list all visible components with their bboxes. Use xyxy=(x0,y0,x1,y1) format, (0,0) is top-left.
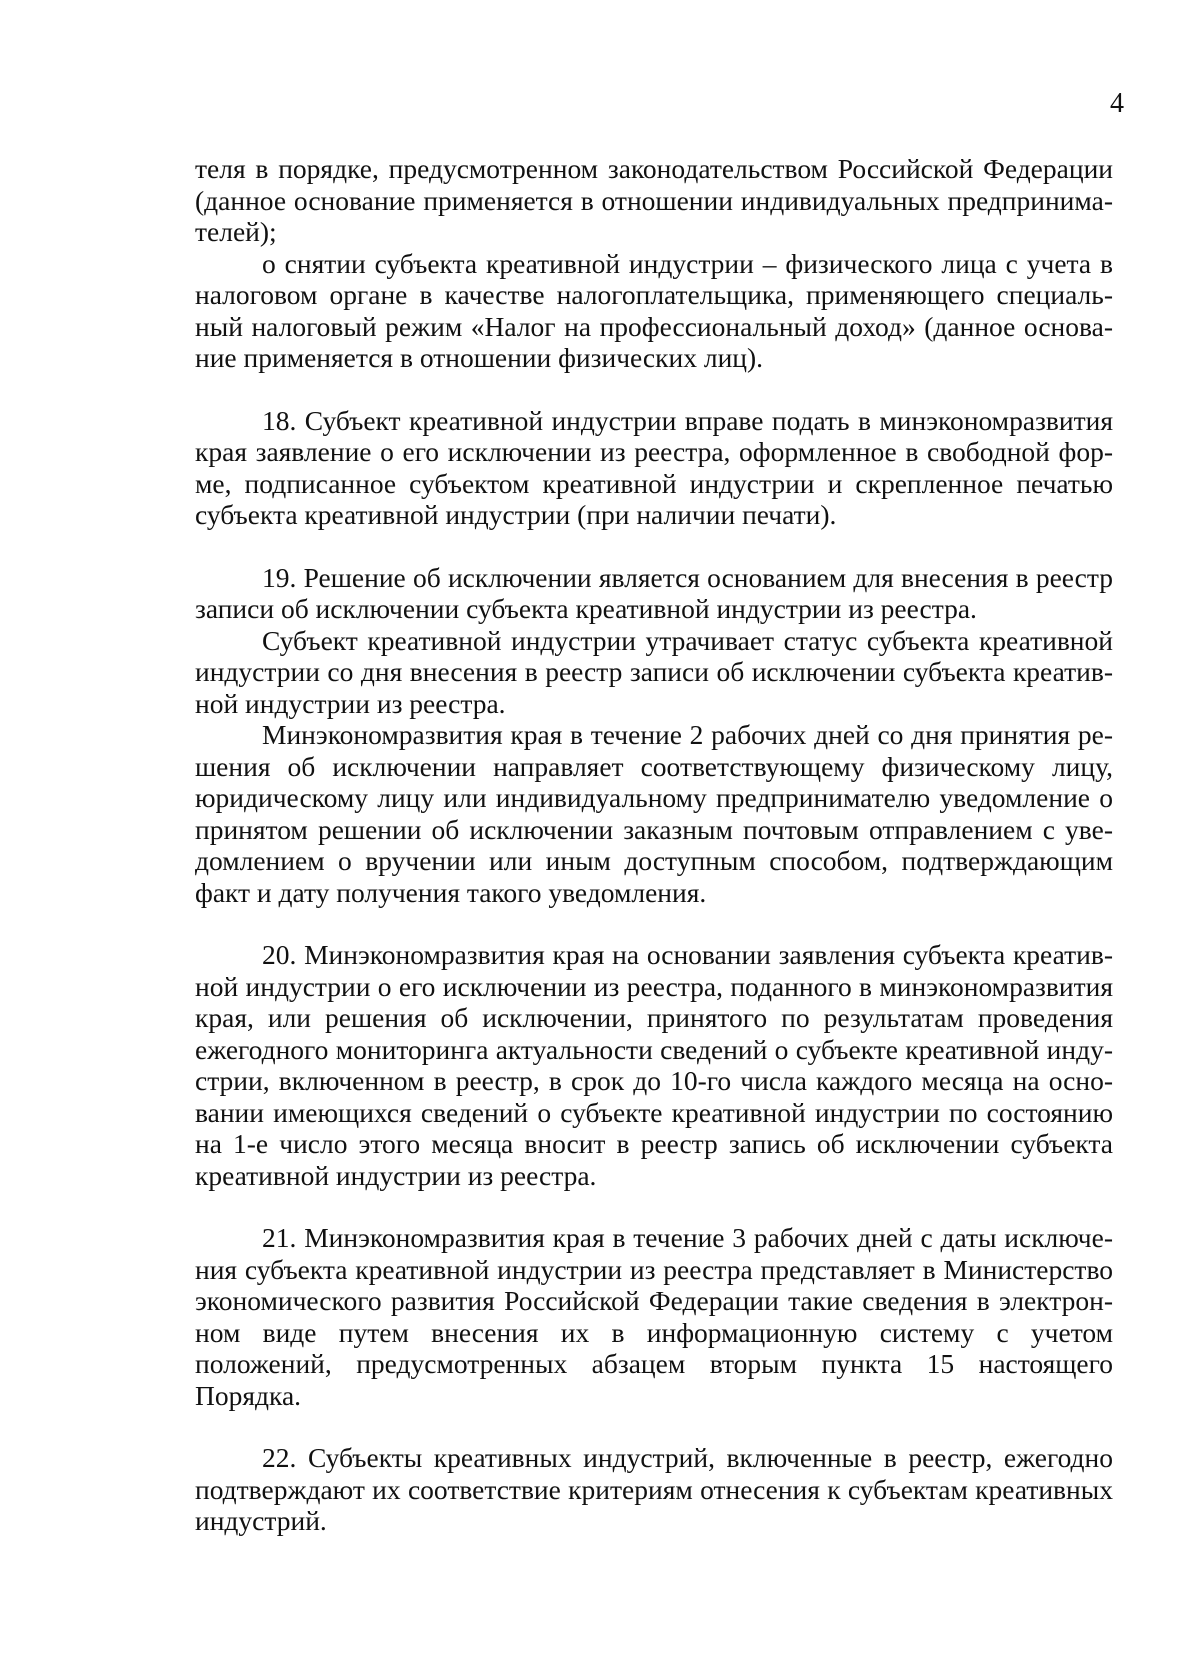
paragraph-item-19-notification: Минэкономразвития края в течение 2 рабочих дней со дня принятия решения об исключении направляет соответствующему физическому лицу, юридическому лицу или индивидуальному предпринимателю уведомление о принятом решении об исключении заказным почтовым отправлением с уведомлением о вручении или иным доступным способом, подтверждающим факт и дату получения такого уведомления. xyxy=(195,719,1113,908)
paragraph-item-22: 22. Субъекты креативных индустрий, включенные в реестр, ежегодно подтверждают их соответствие критериям отнесения к субъектам креативных индустрий. xyxy=(195,1442,1113,1536)
paragraph-continuation: теля в порядке, предусмотренном законодательством Российской Федерации (данное основание применяется в отношении индивидуальных предпринимателей); xyxy=(195,153,1113,247)
page-number: 4 xyxy=(1110,88,1124,119)
paragraph-item-18: 18. Субъект креативной индустрии вправе подать в минэкономразвития края заявление о его исключении из реестра, оформленное в свободной форме, подписанное субъектом креативной индустрии и скрепленное печатью субъекта креативной индустрии (при наличии печати). xyxy=(195,404,1113,530)
paragraph-item-21: 21. Минэкономразвития края в течение 3 рабочих дней с даты исключения субъекта креативной индустрии из реестра представляет в Министерство экономического развития Российской Федерации такие сведения в электронном виде путем внесения их в информационную систему с учетом положений, предусмотренных абзацем вторым пункта 15 настоящего Порядка. xyxy=(195,1222,1113,1411)
document-body xyxy=(195,153,1113,1537)
paragraph-item-19: 19. Решение об исключении является основанием для внесения в реестр записи об исключении субъекта креативной индустрии из реестра. xyxy=(195,561,1113,624)
paragraph-deregistration-basis: о снятии субъекта креативной индустрии – физического лица с учета в налоговом органе в качестве налогоплательщика, применяющего специальный налоговый режим «Налог на профессиональный доход» (данное основание применяется в отношении физических лиц). xyxy=(195,247,1113,373)
paragraph-item-19-status-loss: Субъект креативной индустрии утрачивает статус субъекта креативной индустрии со дня внесения в реестр записи об исключении субъекта креативной индустрии из реестра. xyxy=(195,624,1113,719)
paragraph-item-20: 20. Минэкономразвития края на основании заявления субъекта креативной индустрии о его исключении из реестра, поданного в минэкономразвития края, или решения об исключении, принятого по результатам проведения ежегодного мониторинга актуальности сведений о субъекте креативной индустрии, включенном в реестр, в срок до 10-го числа каждого месяца на основании имеющихся сведений о субъекте креативной индустрии по состоянию на 1-е число этого месяца вносит в реестр запись об исключении субъекта креативной индустрии из реестра. xyxy=(195,939,1113,1191)
